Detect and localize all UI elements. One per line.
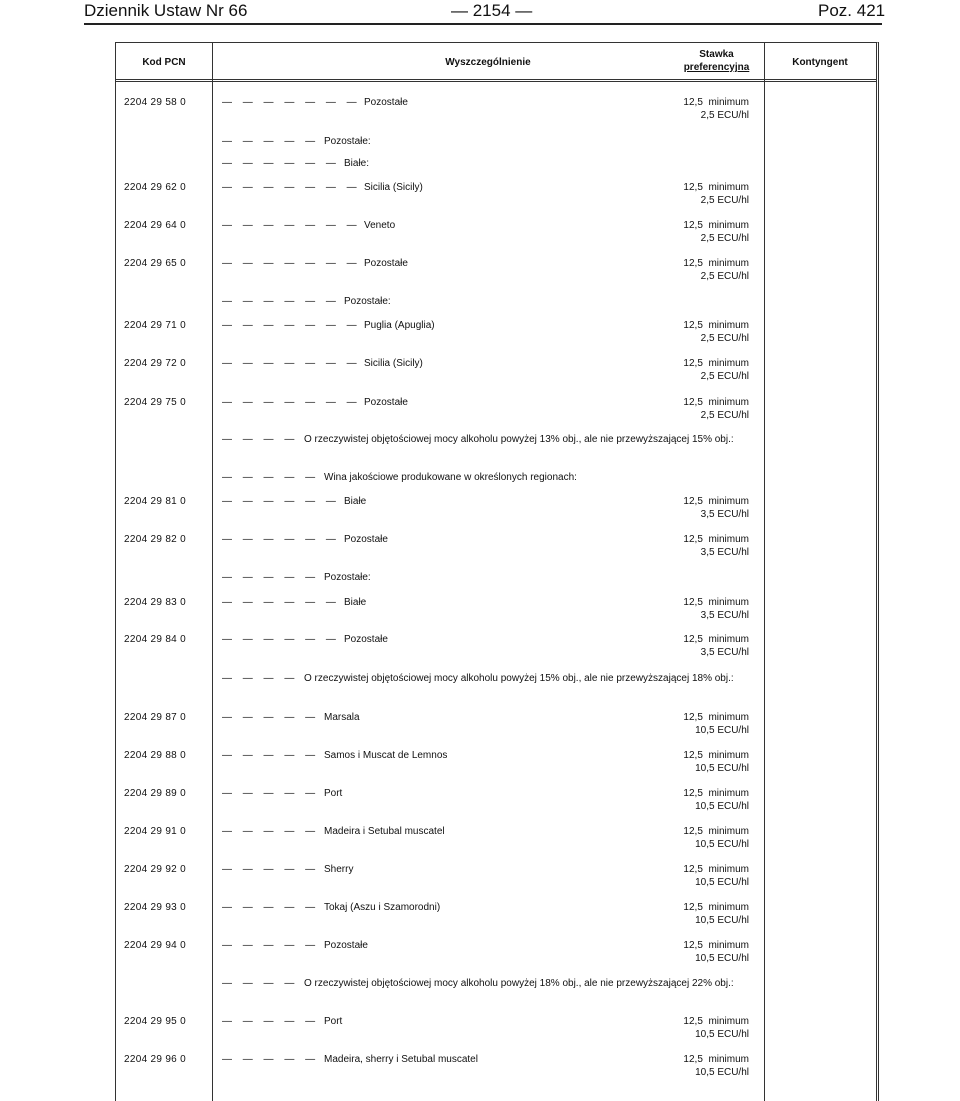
row-description: Port bbox=[324, 788, 343, 799]
rate-minimum: 10,5 ECU/hl bbox=[695, 1029, 749, 1040]
rate-percent: 12,5 minimum bbox=[683, 358, 749, 369]
row-code: 2204 29 84 0 bbox=[124, 634, 186, 645]
row-indent-dashes: — — — — — bbox=[222, 902, 320, 913]
row-description: Pozostałe bbox=[324, 940, 368, 951]
row-description: Pozostałe bbox=[364, 258, 408, 269]
column-header-code: Kod PCN bbox=[142, 57, 186, 68]
page-number: — 2154 — bbox=[451, 1, 533, 20]
row-code: 2204 29 83 0 bbox=[124, 597, 186, 608]
row-code: 2204 29 64 0 bbox=[124, 220, 186, 231]
rate-minimum: 2,5 ECU/hl bbox=[700, 110, 749, 121]
row-indent-dashes: — — — — — — bbox=[222, 296, 340, 307]
row-indent-dashes: — — — — — bbox=[222, 750, 320, 761]
row-description: Puglia (Apuglia) bbox=[364, 320, 435, 331]
rate-percent: 12,5 minimum bbox=[683, 258, 749, 269]
row-rate bbox=[648, 787, 749, 813]
row-indent-dashes: — — — — — bbox=[222, 1016, 320, 1027]
rate-minimum: 10,5 ECU/hl bbox=[695, 763, 749, 774]
rate-percent: 12,5 minimum bbox=[683, 1054, 749, 1065]
row-code: 2204 29 95 0 bbox=[124, 1016, 186, 1027]
row-indent-dashes: — — — — — bbox=[222, 788, 320, 799]
row-indent-dashes: — — — — — — bbox=[222, 158, 340, 169]
row-code: 2204 29 72 0 bbox=[124, 358, 186, 369]
row-rate bbox=[648, 181, 749, 207]
rate-minimum: 10,5 ECU/hl bbox=[695, 725, 749, 736]
row-indent-dashes: — — — — — — — bbox=[222, 320, 361, 331]
tariff-table bbox=[115, 42, 879, 1101]
rate-percent: 12,5 minimum bbox=[683, 496, 749, 507]
rate-percent: 12,5 minimum bbox=[683, 788, 749, 799]
rate-minimum: 10,5 ECU/hl bbox=[695, 953, 749, 964]
row-description: Sicilia (Sicily) bbox=[364, 358, 423, 369]
row-rate bbox=[648, 495, 749, 521]
rate-percent: 12,5 minimum bbox=[683, 902, 749, 913]
row-rate bbox=[648, 825, 749, 851]
rate-minimum: 3,5 ECU/hl bbox=[700, 610, 749, 621]
row-indent-dashes: — — — — — bbox=[222, 472, 320, 483]
row-indent-dashes: — — — — — — — bbox=[222, 220, 361, 231]
row-description: Pozostałe: bbox=[324, 572, 371, 583]
rate-minimum: 10,5 ECU/hl bbox=[695, 801, 749, 812]
row-indent-dashes: — — — — bbox=[222, 673, 299, 684]
row-rate bbox=[648, 533, 749, 559]
rate-minimum: 2,5 ECU/hl bbox=[700, 410, 749, 421]
row-indent-dashes: — — — — — bbox=[222, 712, 320, 723]
position-number: Poz. 421 bbox=[818, 1, 886, 20]
row-code: 2204 29 89 0 bbox=[124, 788, 186, 799]
row-indent-dashes: — — — — — — bbox=[222, 534, 340, 545]
row-description: O rzeczywistej objętościowej mocy alkoholu powyżej 18% obj., ale nie przewyższającej 22% obj.: bbox=[304, 978, 734, 989]
rate-percent: 12,5 minimum bbox=[683, 220, 749, 231]
row-rate bbox=[648, 901, 749, 927]
row-description: Wina jakościowe produkowane w określonych regionach: bbox=[324, 472, 577, 483]
rate-percent: 12,5 minimum bbox=[683, 750, 749, 761]
row-description: Madeira i Setubal muscatel bbox=[324, 826, 445, 837]
row-indent-dashes: — — — — — bbox=[222, 826, 320, 837]
header-rule bbox=[84, 23, 882, 25]
row-code: 2204 29 88 0 bbox=[124, 750, 186, 761]
row-rate bbox=[648, 711, 749, 737]
rate-minimum: 2,5 ECU/hl bbox=[700, 333, 749, 344]
rate-percent: 12,5 minimum bbox=[683, 826, 749, 837]
row-indent-dashes: — — — — — bbox=[222, 940, 320, 951]
row-code: 2204 29 81 0 bbox=[124, 496, 186, 507]
rate-minimum: 3,5 ECU/hl bbox=[700, 647, 749, 658]
rate-percent: 12,5 minimum bbox=[683, 940, 749, 951]
row-rate bbox=[648, 219, 749, 245]
column-header-quota: Kontyngent bbox=[792, 57, 848, 68]
rate-percent: 12,5 minimum bbox=[683, 182, 749, 193]
column-header-rate: Stawka preferencyjna bbox=[683, 49, 750, 73]
row-code: 2204 29 65 0 bbox=[124, 258, 186, 269]
rate-percent: 12,5 minimum bbox=[683, 320, 749, 331]
rate-minimum: 2,5 ECU/hl bbox=[700, 271, 749, 282]
rate-minimum: 2,5 ECU/hl bbox=[700, 195, 749, 206]
row-rate bbox=[648, 396, 749, 422]
row-indent-dashes: — — — — — — bbox=[222, 496, 340, 507]
row-description: Białe bbox=[344, 597, 367, 608]
row-indent-dashes: — — — — — — bbox=[222, 634, 340, 645]
table-body bbox=[116, 43, 876, 1101]
row-description: Samos i Muscat de Lemnos bbox=[324, 750, 448, 761]
row-description: Pozostałe: bbox=[344, 296, 391, 307]
column-header-description: Wyszczególnienie bbox=[445, 57, 531, 68]
rate-percent: 12,5 minimum bbox=[683, 597, 749, 608]
rate-percent: 12,5 minimum bbox=[683, 97, 749, 108]
row-description: Pozostałe: bbox=[324, 136, 371, 147]
rate-percent: 12,5 minimum bbox=[683, 1016, 749, 1027]
row-code: 2204 29 91 0 bbox=[124, 826, 186, 837]
row-rate bbox=[648, 96, 749, 122]
row-indent-dashes: — — — — — bbox=[222, 572, 320, 583]
row-rate bbox=[648, 596, 749, 622]
rate-percent: 12,5 minimum bbox=[683, 397, 749, 408]
row-description: Madeira, sherry i Setubal muscatel bbox=[324, 1054, 478, 1065]
row-code: 2204 29 92 0 bbox=[124, 864, 186, 875]
rate-minimum: 10,5 ECU/hl bbox=[695, 877, 749, 888]
row-code: 2204 29 71 0 bbox=[124, 320, 186, 331]
row-rate bbox=[648, 357, 749, 383]
row-indent-dashes: — — — — — bbox=[222, 864, 320, 875]
row-indent-dashes: — — — — — bbox=[222, 1054, 320, 1065]
row-indent-dashes: — — — — — — — bbox=[222, 182, 361, 193]
rate-minimum: 10,5 ECU/hl bbox=[695, 915, 749, 926]
row-indent-dashes: — — — — — — — bbox=[222, 97, 361, 108]
row-indent-dashes: — — — — bbox=[222, 978, 299, 989]
row-rate bbox=[648, 319, 749, 345]
row-description: Białe bbox=[344, 496, 367, 507]
row-code: 2204 29 82 0 bbox=[124, 534, 186, 545]
rate-minimum: 2,5 ECU/hl bbox=[700, 371, 749, 382]
rate-percent: 12,5 minimum bbox=[683, 534, 749, 545]
rate-minimum: 3,5 ECU/hl bbox=[700, 509, 749, 520]
row-code: 2204 29 75 0 bbox=[124, 397, 186, 408]
row-rate bbox=[648, 1053, 749, 1079]
row-description: Sherry bbox=[324, 864, 354, 875]
row-code: 2204 29 94 0 bbox=[124, 940, 186, 951]
journal-title: Dziennik Ustaw Nr 66 bbox=[84, 1, 248, 20]
row-code: 2204 29 93 0 bbox=[124, 902, 186, 913]
rate-percent: 12,5 minimum bbox=[683, 864, 749, 875]
row-description: O rzeczywistej objętościowej mocy alkoholu powyżej 13% obj., ale nie przewyższającej 15% obj.: bbox=[304, 434, 734, 445]
row-description: Veneto bbox=[364, 220, 396, 231]
row-indent-dashes: — — — — — — — bbox=[222, 397, 361, 408]
rate-minimum: 3,5 ECU/hl bbox=[700, 547, 749, 558]
row-code: 2204 29 58 0 bbox=[124, 97, 186, 108]
row-rate bbox=[648, 1015, 749, 1041]
row-code: 2204 29 62 0 bbox=[124, 182, 186, 193]
row-description: Białe: bbox=[344, 158, 370, 169]
row-description: Pozostałe bbox=[344, 534, 388, 545]
row-description: O rzeczywistej objętościowej mocy alkoholu powyżej 15% obj., ale nie przewyższającej 18% obj.: bbox=[304, 673, 734, 684]
row-rate bbox=[648, 939, 749, 965]
row-indent-dashes: — — — — — bbox=[222, 136, 320, 147]
row-code: 2204 29 96 0 bbox=[124, 1054, 186, 1065]
row-rate bbox=[648, 863, 749, 889]
row-indent-dashes: — — — — — — — bbox=[222, 358, 361, 369]
row-indent-dashes: — — — — bbox=[222, 434, 299, 445]
rate-minimum: 2,5 ECU/hl bbox=[700, 233, 749, 244]
row-indent-dashes: — — — — — — bbox=[222, 597, 340, 608]
row-description: Pozostałe bbox=[364, 97, 408, 108]
row-description: Marsala bbox=[324, 712, 360, 723]
row-description: Sicilia (Sicily) bbox=[364, 182, 423, 193]
row-description: Tokaj (Aszu i Szamorodni) bbox=[324, 902, 441, 913]
rate-percent: 12,5 minimum bbox=[683, 634, 749, 645]
row-code: 2204 29 87 0 bbox=[124, 712, 186, 723]
row-rate bbox=[648, 633, 749, 659]
rate-minimum: 10,5 ECU/hl bbox=[695, 839, 749, 850]
row-description: Pozostałe bbox=[344, 634, 388, 645]
row-description: Pozostałe bbox=[364, 397, 408, 408]
row-rate bbox=[648, 749, 749, 775]
row-rate bbox=[648, 257, 749, 283]
row-indent-dashes: — — — — — — — bbox=[222, 258, 361, 269]
row-description: Port bbox=[324, 1016, 343, 1027]
rate-percent: 12,5 minimum bbox=[683, 712, 749, 723]
rate-minimum: 10,5 ECU/hl bbox=[695, 1067, 749, 1078]
